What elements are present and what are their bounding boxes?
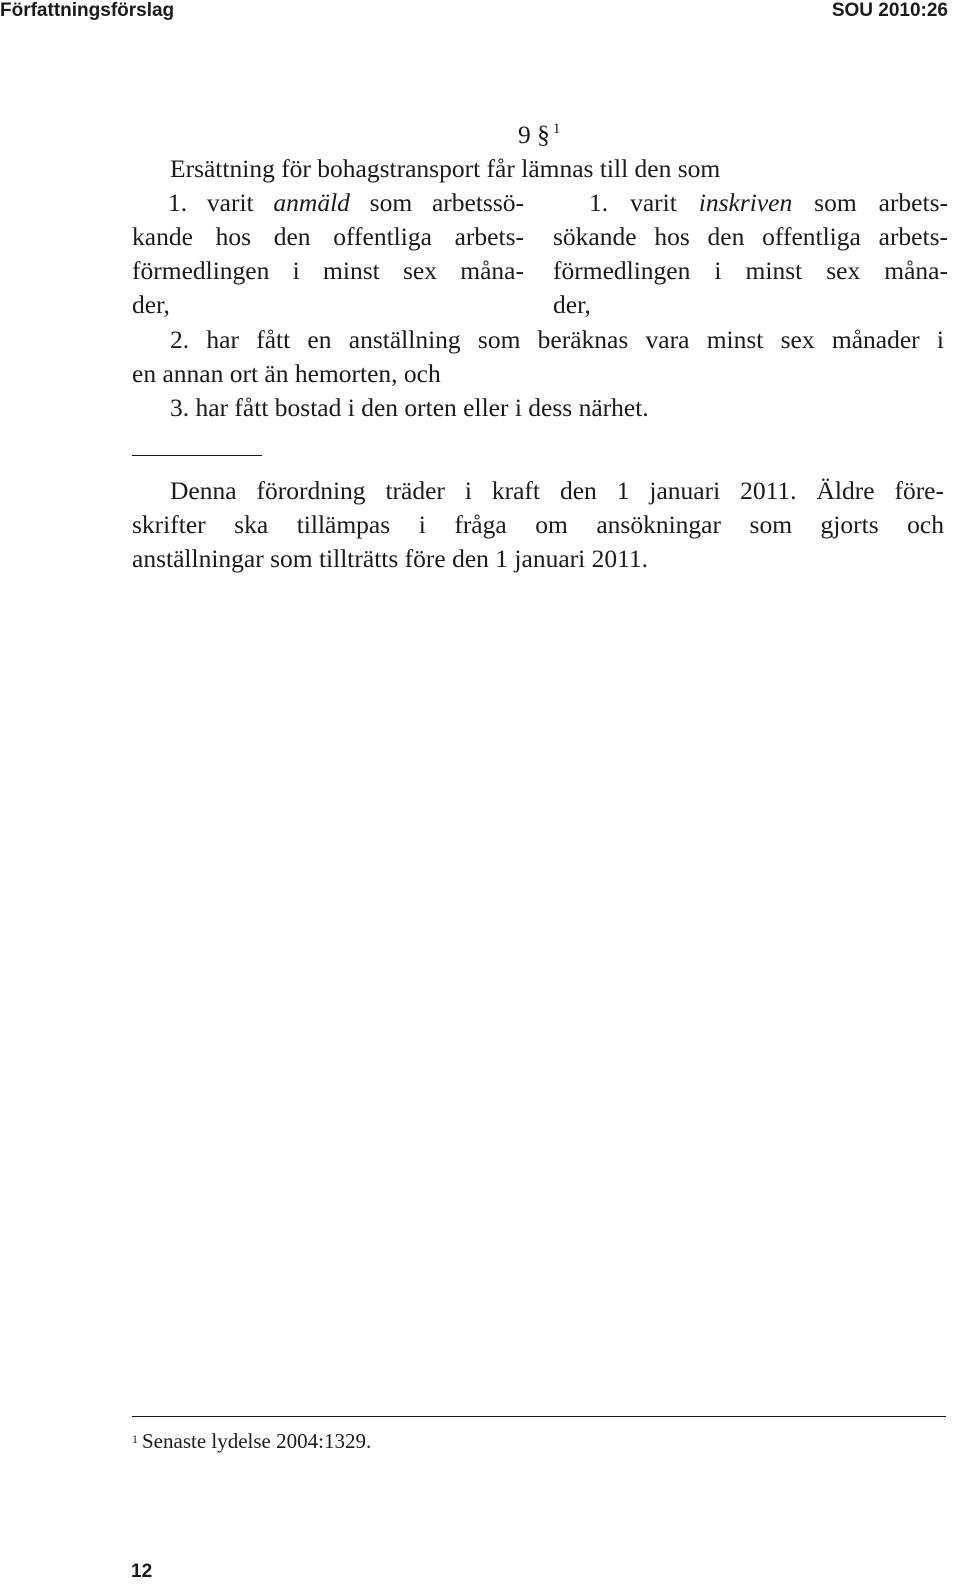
left-column-line-2: kande hos den offentliga arbets- (132, 222, 524, 251)
item-2 (132, 323, 944, 391)
footnote-marker: 1 (132, 1432, 138, 1446)
closing-line-2: skrifter ska tillämpas i fråga om ansökningar som gjorts och (132, 510, 944, 539)
left-line-1-emphasis: anmäld (273, 188, 350, 217)
left-column-current-text (132, 186, 524, 322)
left-column-line-4: der, (132, 290, 170, 319)
running-header-title: Författningsförslag (0, 0, 175, 21)
intro-sentence: Ersättning för bohagstransport får lämnas till den som (170, 154, 721, 183)
item-3-line-1: 3. har fått bostad i den orten eller i dess närhet. (170, 393, 649, 422)
right-column-line-1 (553, 186, 948, 220)
item-2-line-2: en annan ort än hemorten, och (132, 359, 441, 388)
footnote-separator-rule (132, 1416, 946, 1417)
right-line-1-pre: 1. varit (589, 188, 699, 217)
closing-line-3: anställningar som tillträtts före den 1 januari 2011. (132, 544, 649, 573)
footnote-text: Senaste lydelse 2004:1329. (142, 1429, 372, 1453)
left-line-1-post: som arbetssö- (349, 188, 525, 217)
section-number: 9 (518, 120, 531, 149)
right-line-1-emphasis: inskriven (698, 188, 793, 217)
left-column-line-3: förmedlingen i minst sex måna- (132, 256, 524, 285)
item-3 (132, 391, 944, 425)
footnote (132, 1428, 371, 1454)
section-heading (518, 118, 560, 152)
footnote-reference: 1 (552, 121, 561, 137)
right-column-line-2: sökande hos den offentliga arbets- (553, 222, 948, 251)
running-header-document-id: SOU 2010:26 (831, 0, 948, 21)
right-line-1-post: som arbets- (792, 188, 949, 217)
page-number: 12 (131, 1561, 153, 1582)
right-column-line-4: der, (553, 290, 591, 319)
section-divider-rule (132, 455, 262, 456)
item-2-line-1: 2. har fått en anställning som beräknas vara minst sex månader i (170, 325, 944, 354)
right-column-line-3: förmedlingen i minst sex måna- (553, 256, 948, 285)
left-column-line-1 (132, 186, 524, 220)
right-column-proposed-text (553, 186, 948, 322)
closing-paragraph (132, 474, 944, 576)
left-line-1-pre: 1. varit (168, 188, 274, 217)
closing-line-1: Denna förordning träder i kraft den 1 januari 2011. Äldre före- (170, 476, 944, 505)
section-symbol: § (537, 120, 550, 149)
